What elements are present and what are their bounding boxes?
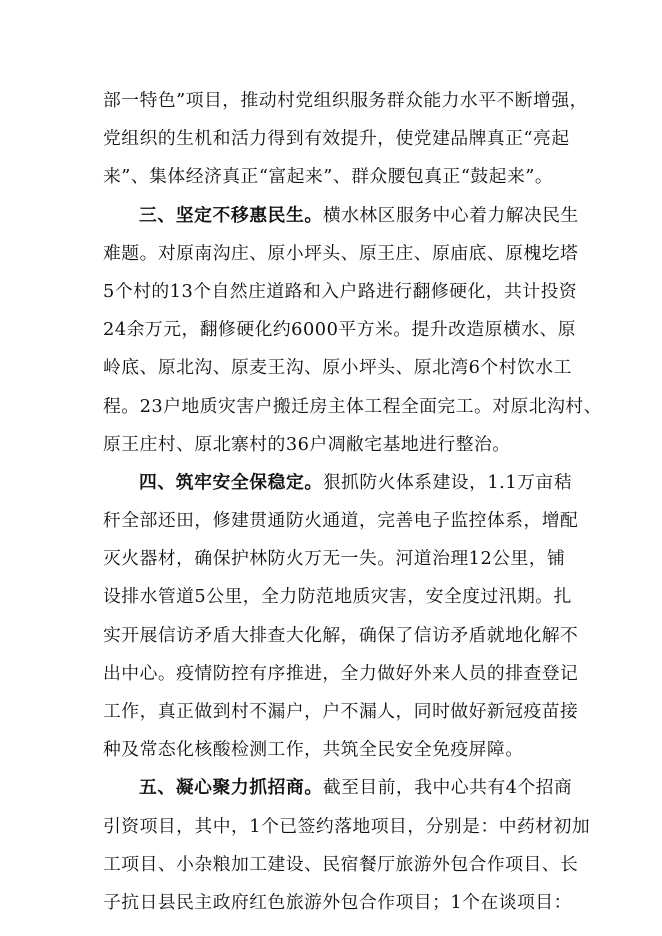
paragraph-line: 秆全部还田，修建贯通防火通道，完善电子监控体系，增配 [103, 510, 579, 532]
paragraph-line: 工作，真正做到村不漏户，户不漏人，同时做好新冠疫苗接 [103, 701, 579, 722]
paragraph-line: 程。23户地质灾害户搬迁房主体工程全面完工。对原北沟村、 [103, 395, 602, 417]
document-body [103, 82, 602, 922]
paragraph-line: 出中心。疫情防控有序推进，全力做好外来人员的排查登记 [103, 662, 579, 684]
paragraph-line: 灭火器材，确保护林防火万无一失。河道治理12公里，铺 [103, 548, 566, 570]
section-5-text: 截至目前，我中心共有4个招商 [322, 777, 573, 799]
paragraph-line: 24余万元，翻修硬化约6000平方米。提升改造原横水、原 [103, 319, 577, 341]
section-3-heading: 三、坚定不移惠民生。 [139, 204, 323, 226]
section-4-heading: 四、筑牢安全保稳定。 [139, 471, 323, 493]
section-3-text: 横水林区服务中心着力解决民生 [322, 204, 579, 226]
section-5-first-line [103, 769, 573, 807]
section-3-first-line [103, 197, 579, 235]
paragraph-line: 实开展信访矛盾大排查大化解，确保了信访矛盾就地化解不 [103, 624, 579, 646]
paragraph-line: 部一特色”项目，推动村党组织服务群众能力水平不断增强， [103, 90, 588, 111]
paragraph-line: 种及常态化核酸检测工作，共筑全民安全免疫屏障。 [103, 739, 524, 761]
paragraph-line: 来”、集体经济真正“富起来”、群众腰包真正“鼓起来”。 [103, 166, 554, 188]
paragraph-line: 5个村的13个自然庄道路和入户路进行翻修硬化，共计投资 [103, 280, 578, 302]
paragraph-line: 岭底、原北沟、原麦王沟、原小坪头、原北湾6个村饮水工 [103, 357, 572, 379]
section-5-heading: 五、凝心聚力抓招商。 [139, 777, 323, 799]
section-4-text: 狠抓防火体系建设，1.1万亩秸 [322, 471, 572, 493]
paragraph-line: 子抗日县民主政府红色旅游外包合作项目；1个在谈项目： [103, 891, 572, 913]
paragraph-line: 党组织的生机和活力得到有效提升，使党建品牌真正“亮起 [103, 128, 570, 150]
paragraph-line: 引资项目，其中，1个已签约落地项目，分别是：中药材初加 [103, 815, 591, 837]
paragraph-line: 难题。对原南沟庄、原小坪头、原王庄、原庙底、原槐圪塔 [103, 242, 579, 264]
paragraph-line: 原王庄村、原北寨村的36户凋敝宅基地进行整治。 [103, 433, 511, 455]
section-4-first-line [103, 464, 572, 502]
paragraph-line: 设排水管道5公里，全力防范地质灾害，安全度过汛期。扎 [103, 586, 572, 608]
paragraph-line: 工项目、小杂粮加工建设、民宿餐厅旅游外包合作项目、长 [103, 853, 579, 875]
